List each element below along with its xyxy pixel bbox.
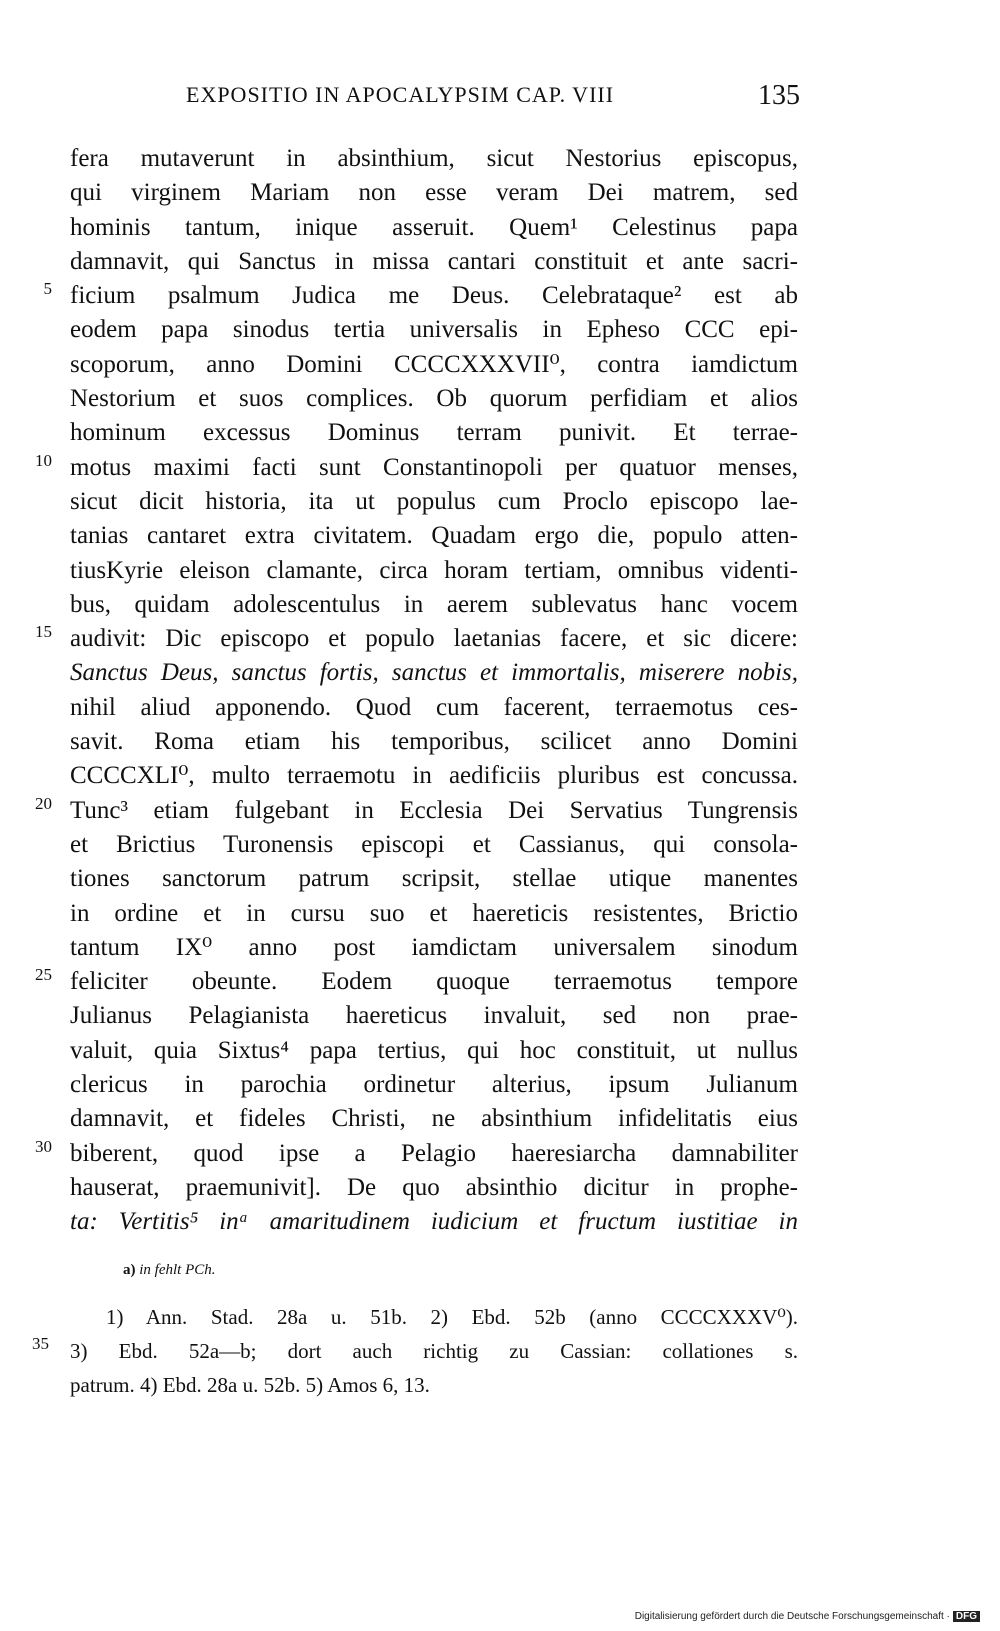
text-line: motus maximi facti sunt Constantinopoli per quatuor menses,	[70, 453, 798, 481]
main-text-block	[35, 142, 798, 1240]
text-line: savit. Roma etiam his temporibus, scilicet anno Domini	[70, 728, 798, 756]
text-line: Sanctus Deus, sanctus fortis, sanctus et immortalis, miserere nobis,	[70, 659, 798, 687]
text-line: bus, quidam adolescentulus in aerem sublevatus hanc vocem	[70, 590, 798, 618]
text-line: audivit: Dic episcopo et populo laetanias facere, et sic dicere:	[70, 625, 798, 653]
line-number: 10	[35, 450, 52, 470]
line-number: 25	[35, 965, 52, 985]
text-line: tantum IX⁰ anno post iamdictam universalem sinodum	[70, 933, 798, 961]
text-line: tiusKyrie eleison clamante, circa horam tertiam, omnibus videnti-	[70, 556, 798, 584]
apparatus-marker: a)	[123, 1262, 136, 1278]
text-line: hominis tantum, inique asseruit. Quem¹ Celestinus papa	[70, 213, 798, 241]
text-line: fera mutaverunt in absinthium, sicut Nestorius episcopus,	[70, 145, 798, 172]
text-line: feliciter obeunte. Eodem quoque terraemotus tempore	[70, 968, 798, 996]
footnote-line: 3) Ebd. 52a—b; dort auch richtig zu Cassian: collationes s.	[70, 1339, 798, 1363]
footnote-line: 1) Ann. Stad. 28a u. 51b. 2) Ebd. 52b (anno CCCCXXXV⁰).	[106, 1305, 798, 1329]
text-line: tiones sanctorum patrum scripsit, stellae utique manentes	[70, 865, 798, 893]
apparatus-text: in fehlt PCh.	[139, 1262, 216, 1278]
text-line: biberent, quod ipse a Pelagio haeresiarcha damnabiliter	[70, 1139, 798, 1167]
text-line: valuit, quia Sixtus⁴ papa tertius, qui hoc constituit, ut nullus	[70, 1036, 798, 1064]
apparatus-note	[123, 1262, 216, 1279]
line-number: 5	[43, 279, 52, 299]
text-line: eodem papa sinodus tertia universalis in Epheso CCC epi-	[70, 316, 798, 344]
digitization-credit	[635, 1611, 980, 1622]
line-number: 20	[35, 793, 52, 813]
dfg-logo: DFG	[953, 1611, 980, 1622]
text-line: in ordine et in cursu suo et haereticis resistentes, Brictio	[70, 899, 798, 927]
text-line: clericus in parochia ordinetur alterius, ipsum Julianum	[70, 1071, 798, 1099]
text-line: scoporum, anno Domini CCCCXXXVII⁰, contra iamdictum	[70, 350, 798, 378]
credit-text: Digitalisierung gefördert durch die Deutsche Forschungsgemeinschaft ·	[634, 1611, 950, 1622]
text-line: hominum excessus Dominus terram punivit. Et terrae-	[70, 419, 798, 447]
footnote-line: patrum. 4) Ebd. 28a u. 52b. 5) Amos 6, 13.	[70, 1373, 430, 1397]
line-number: 30	[35, 1136, 52, 1156]
text-line: damnavit, et fideles Christi, ne absinthium infidelitatis eius	[70, 1105, 798, 1133]
text-line: tanias cantaret extra civitatem. Quadam ergo die, populo atten-	[70, 522, 798, 550]
text-line: nihil aliud apponendo. Quod cum facerent, terraemotus ces-	[70, 693, 798, 721]
text-line: Tunc³ etiam fulgebant in Ecclesia Dei Servatius Tungrensis	[70, 796, 798, 824]
text-line: CCCCXLI⁰, multo terraemotu in aedificiis pluribus est concussa.	[70, 762, 798, 790]
text-line: hauserat, praemunivit]. De quo absinthio dicitur in prophe-	[70, 1173, 798, 1201]
text-line: et Brictius Turonensis episcopi et Cassianus, qui consola-	[70, 830, 798, 858]
page-number: 135	[758, 80, 800, 111]
text-line: ta: Vertitis⁵ inᵃ amaritudinem iudicium et fructum iustitiae in	[70, 1208, 798, 1236]
text-line: damnavit, qui Sanctus in missa cantari constituit et ante sacri-	[70, 247, 798, 275]
text-line: sicut dicit historia, ita ut populus cum Proclo episcopo lae-	[70, 487, 798, 515]
text-line: Julianus Pelagianista haereticus invaluit, sed non prae-	[70, 1002, 798, 1030]
text-line: qui virginem Mariam non esse veram Dei matrem, sed	[70, 179, 798, 207]
text-line: ficium psalmum Judica me Deus. Celebrataque² est ab	[70, 282, 798, 310]
page-header-title: EXPOSITIO IN APOCALYPSIM CAP. VIII	[186, 82, 615, 107]
text-line: Nestorium et suos complices. Ob quorum perfidiam et alios	[70, 385, 798, 413]
footnotes-block	[32, 1300, 798, 1402]
line-number: 15	[35, 622, 52, 642]
line-number: 35	[32, 1334, 49, 1353]
